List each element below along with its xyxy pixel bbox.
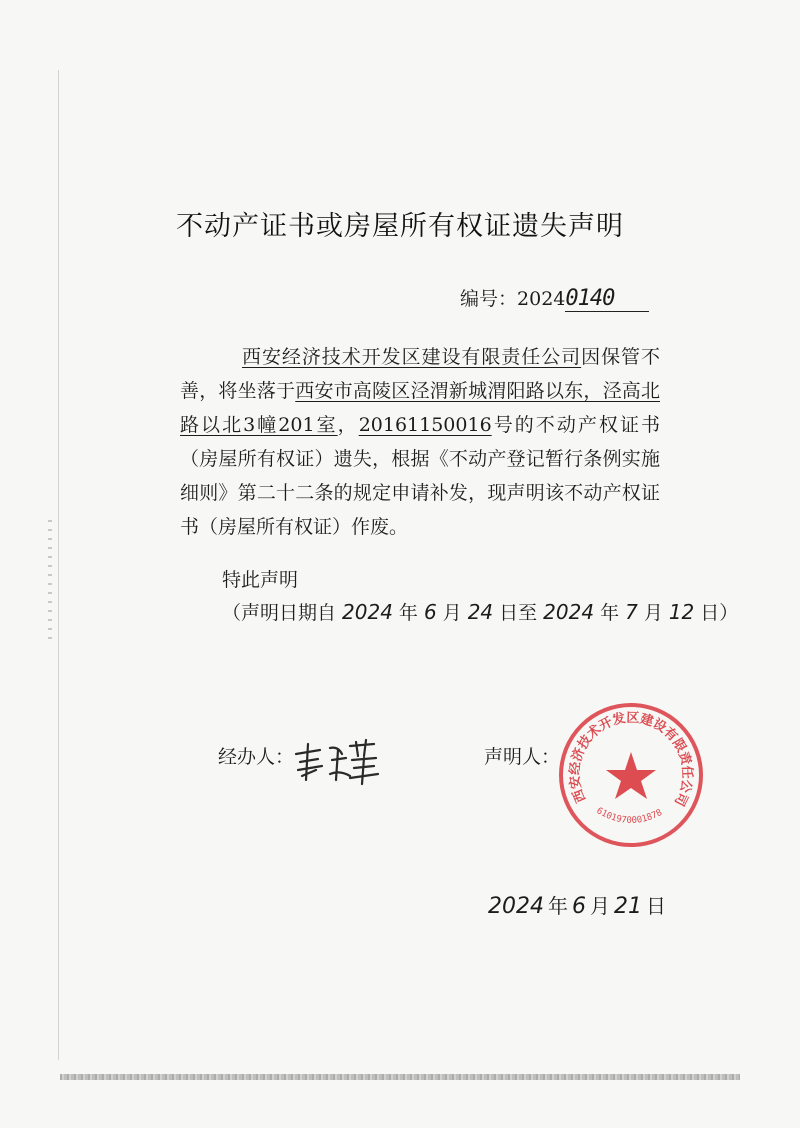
seal-company-text: 西安经济技术开发区建设有限责任公司 [567, 710, 695, 809]
declarant-label: 声明人： [484, 746, 561, 768]
page-bottom-edge [60, 1074, 740, 1080]
scan-artifact-dots [48, 520, 52, 640]
period-end-year: 2024 [543, 600, 595, 624]
document-title: 不动产证书或房屋所有权证遗失声明 [176, 211, 624, 242]
special-statement: 特此声明 [222, 569, 299, 591]
party-name: 西安经济技术开发区建设有限责任公司 [242, 346, 582, 368]
document-number [460, 284, 649, 312]
handler-signature [290, 736, 380, 786]
period-start-month: 6 [423, 600, 437, 624]
seal-code-text: 6101970001878 [594, 806, 665, 827]
period-start-day: 24 [467, 600, 494, 624]
body-text-3: 号的不动产权证书（房屋所有权证）遗失，根据《不动产登记暂行条例实施细则》第二十二条的规定申请补发，现声明该不动产权证书（房屋所有权证）作废。 [180, 414, 660, 538]
period-end-day: 12 [668, 600, 695, 624]
body-text-1: 因保管不善，将坐落于 [180, 346, 660, 402]
sign-month: 6 [572, 894, 586, 919]
number-handwritten: 0140 [565, 286, 649, 312]
statement-body [180, 340, 660, 544]
sign-year-char: 年 [548, 894, 568, 918]
sign-day: 21 [614, 894, 642, 919]
handler-label: 经办人： [218, 746, 295, 768]
number-value: 2024 [517, 288, 566, 310]
period-to: 日至 [499, 602, 538, 624]
period-month-char-2: 月 [643, 602, 663, 624]
period-month-char-1: 月 [442, 602, 462, 624]
period-start-year: 2024 [342, 600, 393, 624]
company-seal [556, 700, 706, 850]
period-year-char-2: 年 [600, 602, 620, 624]
signing-date [484, 890, 666, 919]
number-label: 编号： [460, 288, 518, 310]
period-end-month: 7 [625, 600, 638, 624]
svg-text:6101970001878 [595, 806, 665, 826]
sign-year: 2024 [488, 894, 544, 919]
property-address: 西安市高陵区泾渭新城渭阳路以东，泾高北路以北3幢201室 [180, 380, 660, 436]
body-text-2: ， [337, 414, 359, 436]
statement-period [222, 598, 738, 625]
sign-day-char: 日 [646, 894, 666, 918]
period-year-char-1: 年 [398, 602, 418, 624]
period-open: （声明日期自 [222, 602, 337, 624]
period-close: 日） [700, 602, 739, 624]
certificate-number: 20161150016 [358, 414, 492, 436]
sign-month-char: 月 [590, 894, 610, 918]
